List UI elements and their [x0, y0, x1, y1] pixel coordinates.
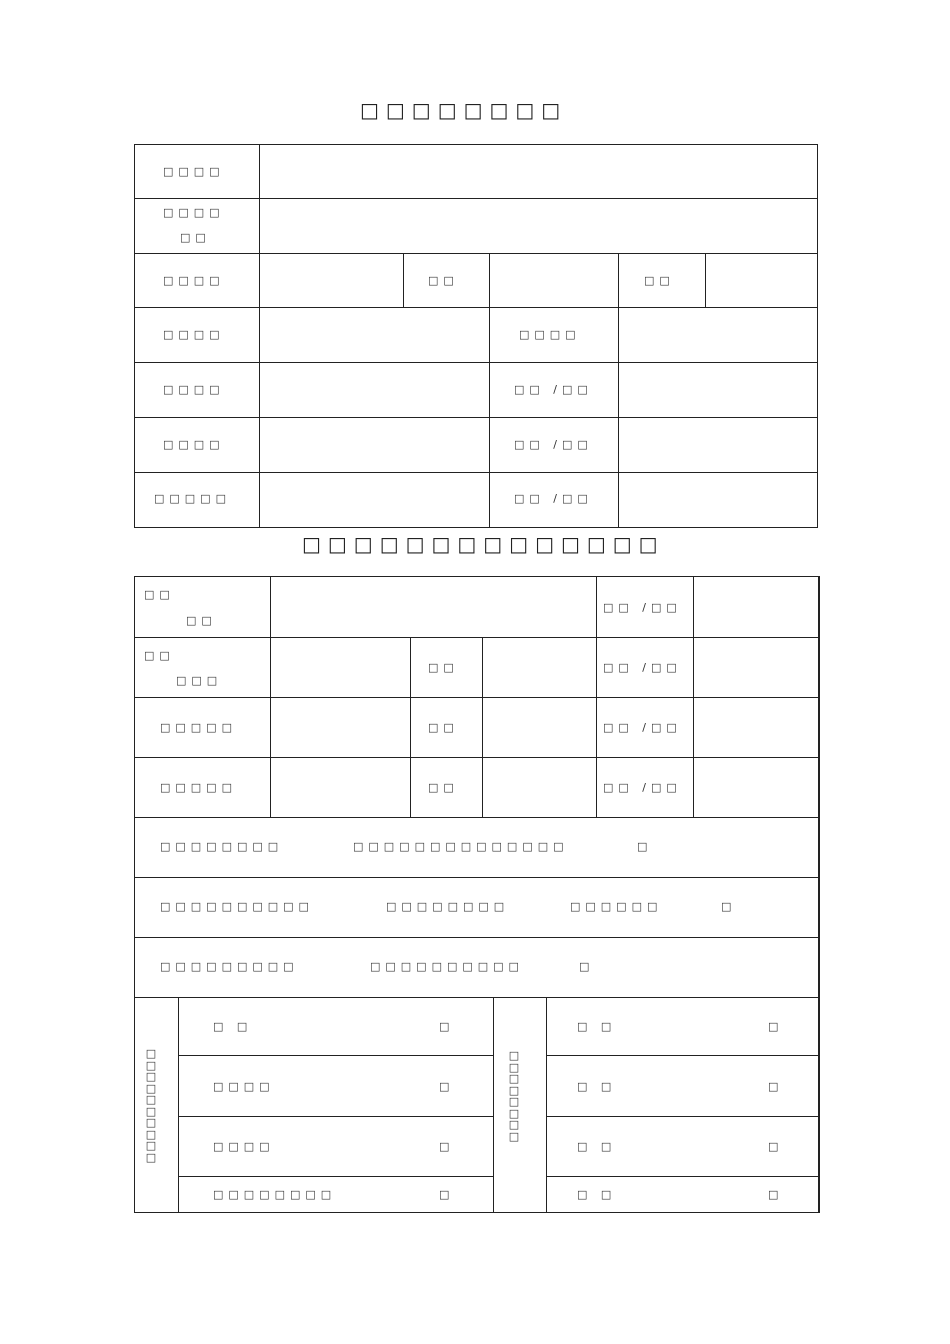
form2-row-line: [134, 877, 820, 878]
form2-label: □□□□□□□□: [160, 840, 284, 853]
form2-col-line: [493, 997, 494, 1213]
form1-label: □□□□: [163, 274, 225, 287]
form1-col-line: [489, 253, 490, 528]
form2-col-line: [178, 997, 179, 1213]
form1-label: □□□□: [163, 328, 225, 341]
left-vertical-label: □□□□□□□□□□: [145, 1047, 157, 1164]
inner-left-end: □: [439, 1188, 455, 1201]
inner-right-end: □: [768, 1188, 784, 1201]
form2-row-line: [134, 637, 820, 638]
form1-col-line: [403, 253, 404, 307]
form2-table: [134, 576, 820, 1213]
form1-label: □□ /□□: [514, 438, 593, 451]
inner-right-label: □ □: [577, 1140, 617, 1153]
form2-label: □□□□□□□□□□□□□□: [353, 840, 569, 853]
form2-row-line: [134, 997, 820, 998]
form2-label: □□: [186, 614, 217, 627]
form2-label: □: [637, 840, 653, 853]
inner-left-end: □: [439, 1020, 455, 1033]
inner-right-end: □: [768, 1080, 784, 1093]
form2-label: □□: [428, 721, 459, 734]
form2-label: □□: [428, 661, 459, 674]
form2-label: □□: [144, 649, 175, 662]
form1-label: □□ /□□: [514, 492, 593, 505]
form1-row-line: [134, 362, 818, 363]
form1-label: □□□□: [163, 206, 225, 219]
inner-right-label: □ □: [577, 1188, 617, 1201]
form2-row-line: [134, 817, 820, 818]
form2-col-line: [596, 576, 597, 817]
inner-right-label: □ □: [577, 1080, 617, 1093]
form2-row-line: [134, 757, 820, 758]
form1-col-line: [705, 253, 706, 307]
inner-left-label: □ □: [213, 1020, 253, 1033]
mid-vertical-label: □□□□□□□□: [508, 1049, 520, 1143]
form2-row-line: [546, 1055, 820, 1056]
form2-label: □□□□□□□□□: [160, 960, 299, 973]
form2-label: □□ /□□: [603, 661, 682, 674]
form1-label: □□□□: [163, 165, 225, 178]
form2-row-line: [134, 937, 820, 938]
form1-row-line: [134, 307, 818, 308]
form2-label: □□: [144, 588, 175, 601]
form2-row-line: [546, 1176, 820, 1177]
form1-table: [134, 144, 818, 528]
inner-left-end: □: [439, 1080, 455, 1093]
form1-label: □□: [180, 231, 211, 244]
form2-label: □□□□□: [160, 721, 237, 734]
form2-row-line: [178, 1116, 493, 1117]
form1-row-line: [134, 253, 818, 254]
form2-row-line: [546, 1116, 820, 1117]
form1-col-line: [259, 144, 260, 528]
inner-left-end: □: [439, 1140, 455, 1153]
form2-label: □□ /□□: [603, 721, 682, 734]
form2-label: □□: [428, 781, 459, 794]
form2-label: □: [579, 960, 595, 973]
form2-row-line: [134, 697, 820, 698]
form1-label: □□: [428, 274, 459, 287]
form2-row-line: [178, 1055, 493, 1056]
form1-label: □□□□: [163, 438, 225, 451]
form2-label: □□□□□□□□: [386, 900, 510, 913]
form2-label: □: [721, 900, 737, 913]
form2-col-line: [270, 576, 271, 817]
form1-row-line: [134, 198, 818, 199]
inner-right-end: □: [768, 1140, 784, 1153]
form2-col-line: [546, 997, 547, 1213]
form1-label: □□□□: [519, 328, 581, 341]
form1-row-line: [134, 472, 818, 473]
form2-label: □□ /□□: [603, 601, 682, 614]
form2-row-line: [178, 1176, 493, 1177]
form2-label: □□□: [176, 674, 223, 687]
form1-label: □□: [644, 274, 675, 287]
inner-right-label: □ □: [577, 1020, 617, 1033]
form2-col-line: [693, 576, 694, 817]
form1-col-line: [618, 253, 619, 528]
form2-label: □□□□□□□□□□: [370, 960, 524, 973]
form2-col-line: [482, 637, 483, 817]
form1-label: □□□□: [163, 383, 225, 396]
form2-title: □□□□□□□□□□□□□□: [302, 532, 665, 556]
inner-left-label: □□□□: [213, 1140, 275, 1153]
form1-title: □□□□□□□□: [360, 98, 568, 122]
form2-col-line: [410, 637, 411, 817]
form2-label: □□□□□□□□□□: [160, 900, 314, 913]
form2-label: □□□□□□: [570, 900, 663, 913]
form1-label: □□□□□: [154, 492, 231, 505]
inner-right-end: □: [768, 1020, 784, 1033]
inner-left-label: □□□□: [213, 1080, 275, 1093]
form1-label: □□ /□□: [514, 383, 593, 396]
form1-row-line: [134, 417, 818, 418]
form2-label: □□□□□: [160, 781, 237, 794]
inner-left-label: □□□□□□□□: [213, 1188, 337, 1201]
form2-label: □□ /□□: [603, 781, 682, 794]
